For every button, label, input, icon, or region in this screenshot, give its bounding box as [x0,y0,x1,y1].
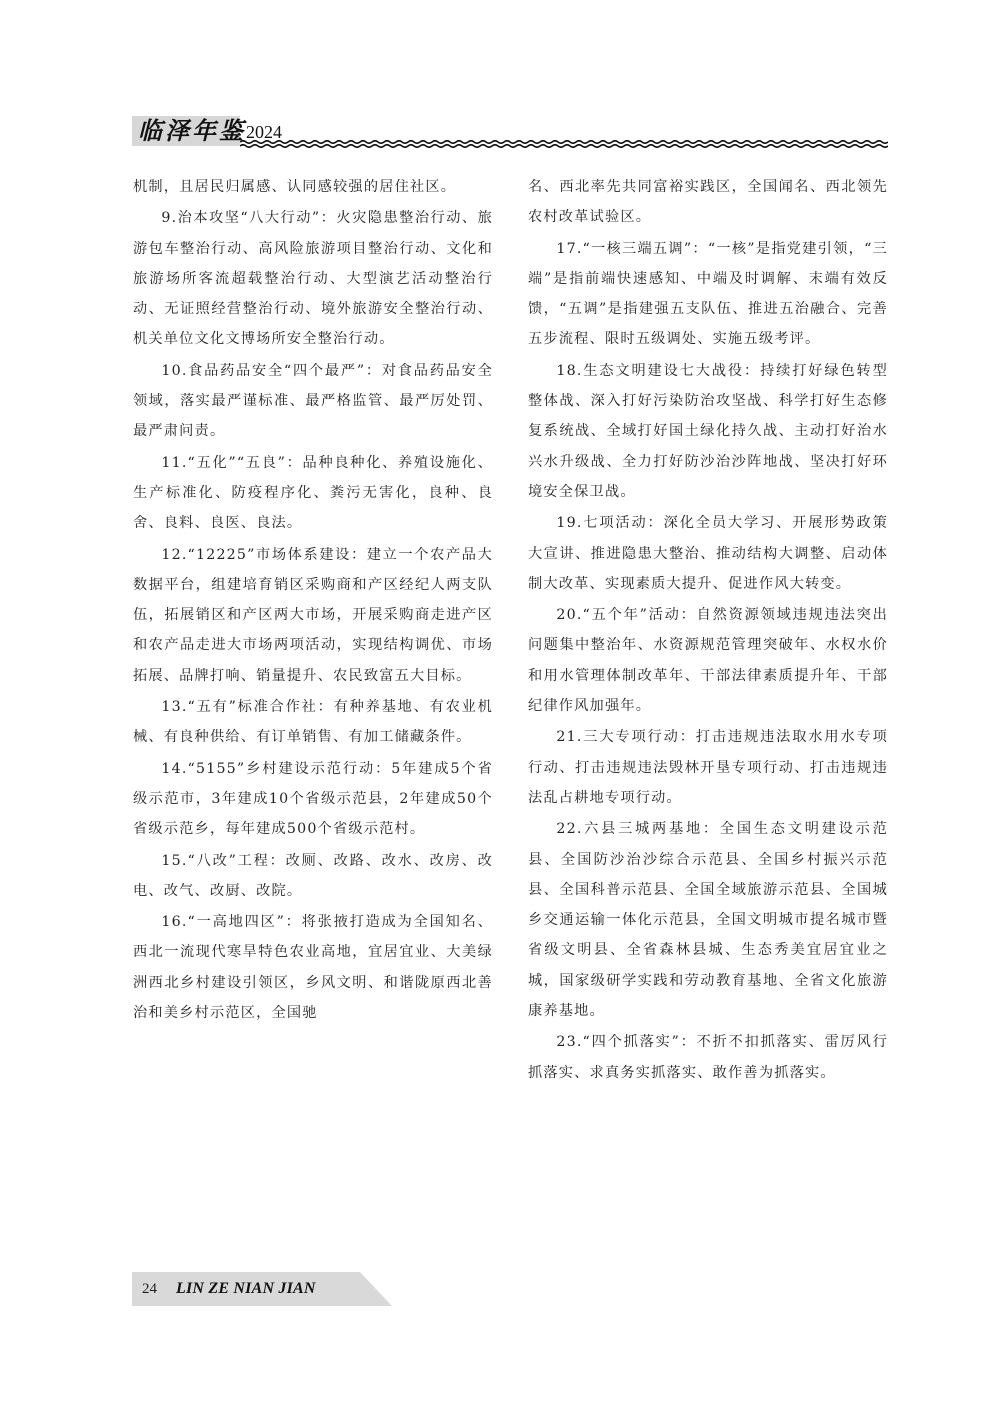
page-footer [132,1272,392,1306]
header-year: 2024 [246,122,282,142]
paragraph: 16.“一高地四区”：将张掖打造成为全国知名、西北一流现代寒旱特色农业高地，宜居宜业、大美绿洲西北乡村建设引领区，乡风文明、和谐陇原西北善治和美乡村示范区，全国驰 [133,914,493,1022]
publication-name: LIN ZE NIAN JIAN [176,1280,316,1297]
paragraph: 23.“四个抓落实”：不折不扣抓落实、雷厉风行抓落实、求真务实抓落实、敢作善为抓落实。 [528,1034,888,1081]
paragraph: 18.生态文明建设七大战役：持续打好绿色转型整体战、深入打好污染防治攻坚战、科学打好生态修复系统战、全域打好国土绿化持久战、主动打好治水兴水升级战、全力打好防沙治沙阵地战、坚决打好环境安全保卫战。 [528,362,888,500]
left-text-column [133,172,493,1029]
page-number: 24 [142,1281,157,1297]
paragraph: 13.“五有”标准合作社：有种养基地、有农业机械、有良种供给、有订单销售、有加工储藏条件。 [133,699,493,746]
paragraph: 10.食品药品安全“四个最严”：对食品药品安全领域，落实最严谨标准、最严格监管、最严厉处罚、最严肃问责。 [133,362,493,440]
paragraph: 21.三大专项行动：打击违规违法取水用水专项行动、打击违规违法毁林开垦专项行动、打击违规违法乱占耕地专项行动。 [528,729,888,806]
paragraph: 19.七项活动：深化全员大学习、开展形势政策大宣讲、推进隐患大整治、推动结构大调整、启动体制大改革、实现素质大提升、促进作风大转变。 [528,515,888,592]
paragraph: 机制，且居民归属感、认同感较强的居住社区。 [133,179,457,195]
paragraph: 17.“一核三端五调”：“一核”是指党建引领，“三端”是指前端快速感知、中端及时调解、末端有效反馈，“五调”是指建强五支队伍、推进五治融合、完善五步流程、限时五级调处、实施五级考评。 [528,240,888,348]
paragraph: 12.“12225”市场体系建设：建立一个农产品大数据平台，组建培育销区采购商和产区经纪人两支队伍，拓展销区和产区两大市场，开展采购商走进产区和农产品走进大市场两项活动，实现结构调优、市场拓展、品牌打响、销量提升、农民致富五大目标。 [133,546,493,684]
paragraph: 14.“5155”乡村建设示范行动：5年建成5个省级示范市，3年建成10个省级示范县，2年建成50个省级示范乡，每年建成500个省级示范村。 [133,760,493,838]
paragraph: 名、西北率先共同富裕实践区，全国闻名、西北领先农村改革试验区。 [528,179,888,226]
yearbook-title: 临泽年鉴 [138,117,246,145]
header-wave-rule [240,138,888,150]
paragraph: 20.“五个年”活动：自然资源领域违规违法突出问题集中整治年、水资源规范管理突破年、水权水价和用水管理体制改革年、干部法律素质提升年、干部纪律作风加强年。 [528,607,888,715]
running-header [132,112,888,152]
paragraph: 11.“五化”“五良”：品种良种化、养殖设施化、生产标准化、防疫程序化、粪污无害化，良种、良舍、良料、良医、良法。 [133,454,493,532]
paragraph: 9.治本攻坚“八大行动”：火灾隐患整治行动、旅游包车整治行动、高风险旅游项目整治行动、文化和旅游场所客流超载整治行动、大型演艺活动整治行动、无证照经营整治行动、境外旅游安全整治行动、机关单位文化文博场所安全整治行动。 [133,210,493,348]
right-text-column [528,172,888,1089]
paragraph: 15.“八改”工程：改厕、改路、改水、改房、改电、改气、改厨、改院。 [133,852,493,899]
paragraph: 22.六县三城两基地：全国生态文明建设示范县、全国防沙治沙综合示范县、全国乡村振兴示范县、全国科普示范县、全国全域旅游示范县、全国城乡交通运输一体化示范县，全国文明城市提名城市暨省级文明县、全省森林县城、生态秀美宜居宜业之城，国家级研学实践和劳动教育基地、全省文化旅游康养基地。 [528,821,888,1020]
